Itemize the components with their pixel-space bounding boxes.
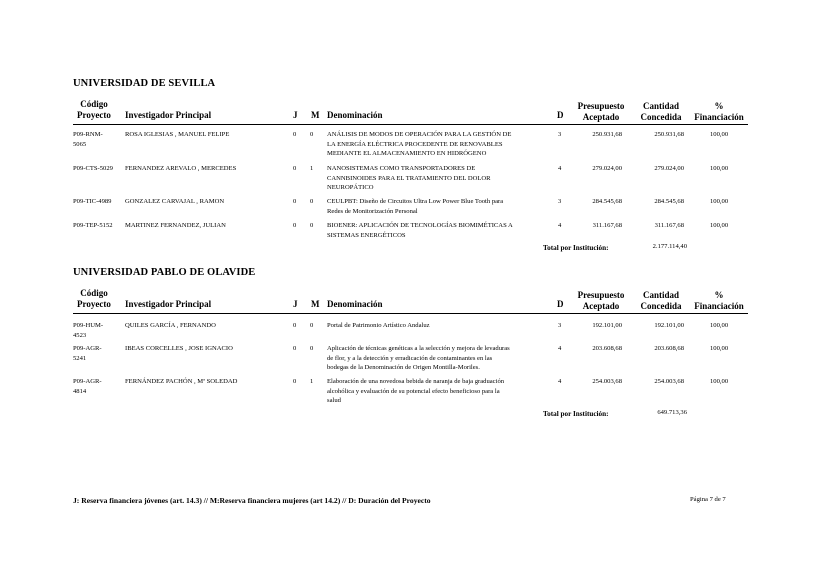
- investigator: FERNANDEZ AREVALO , MERCEDES: [125, 165, 237, 172]
- project-code: P09-TEP-5152: [73, 222, 113, 229]
- header-pct: %: [714, 101, 724, 111]
- project-title: BIOENER: APLICACIÓN DE TECNOLOGÍAS BIOMIMÉTICAS A SISTEMAS ENERGÉTICOS: [327, 222, 513, 239]
- header-m: M: [311, 110, 320, 120]
- total-value: 2.177.114,40: [652, 243, 687, 250]
- duration: 4: [558, 345, 562, 352]
- header-denominacion: Denominación: [327, 110, 383, 120]
- header-proyecto: Proyecto: [77, 110, 111, 120]
- project-code: P09-HUM- 4523: [73, 322, 104, 339]
- header-codigo: Código: [80, 288, 108, 298]
- granted: 192.101,00: [654, 322, 684, 329]
- project-code: P09-AGR- 4814: [73, 378, 102, 395]
- flag-m: 1: [310, 165, 314, 172]
- header-financiacion: Financiación: [694, 112, 744, 122]
- header-proyecto: Proyecto: [77, 299, 111, 309]
- budget: 192.101,00: [592, 322, 622, 329]
- header-concedida: Concedida: [640, 112, 682, 122]
- financing-pct: 100,00: [710, 378, 729, 385]
- page-number: Página 7 de 7: [690, 496, 726, 503]
- budget: 254.003,68: [592, 378, 622, 385]
- header-concedida: Concedida: [640, 301, 682, 311]
- total-label: Total por Institución:: [543, 244, 609, 252]
- project-code: P09-CTS-5029: [73, 165, 113, 172]
- header-presupuesto: Presupuesto: [577, 290, 625, 300]
- duration: 4: [558, 222, 562, 229]
- investigator: IBEAS CORCELLES , JOSE IGNACIO: [125, 345, 233, 352]
- financing-pct: 100,00: [710, 345, 729, 352]
- budget: 203.608,68: [592, 345, 622, 352]
- project-title: Aplicación de técnicas genéticas a la selección y mejora de levaduras de flor, y a la detección y erradicación de contaminantes en las bodegas de la Denominación de Origen Montilla-Moriles.: [327, 345, 510, 372]
- project-code: P09-AGR- 5241: [73, 345, 102, 362]
- flag-j: 0: [293, 198, 297, 205]
- investigator: ROSA IGLESIAS , MANUEL FELIPE: [125, 131, 230, 138]
- granted: 250.931,68: [654, 131, 684, 138]
- flag-j: 0: [293, 345, 297, 352]
- header-denominacion: Denominación: [327, 299, 383, 309]
- flag-j: 0: [293, 165, 297, 172]
- header-aceptado: Aceptado: [582, 112, 620, 122]
- header-j: J: [293, 299, 298, 309]
- header-investigador: Investigador Principal: [125, 299, 212, 309]
- project-title: CEULPBT: Diseño de Circuitos Ultra Low Power Blue Tooth para Redes de Monitorización Personal: [327, 198, 504, 215]
- financing-pct: 100,00: [710, 222, 729, 229]
- investigator: MARTINEZ FERNANDEZ, JULIAN: [125, 222, 226, 229]
- flag-m: 0: [310, 131, 314, 138]
- flag-m: 0: [310, 345, 314, 352]
- duration: 4: [558, 378, 562, 385]
- flag-m: 0: [310, 222, 314, 229]
- header-rule: [73, 313, 748, 314]
- header-pct: %: [714, 290, 724, 300]
- flag-j: 0: [293, 131, 297, 138]
- investigator: QUILES GARCÍA , FERNANDO: [125, 322, 216, 329]
- financing-pct: 100,00: [710, 198, 729, 205]
- financing-pct: 100,00: [710, 322, 729, 329]
- budget: 250.931,68: [592, 131, 622, 138]
- header-financiacion: Financiación: [694, 301, 744, 311]
- project-title: Elaboración de una novedosa bebida de naranja de baja graduación alcohólica y evaluación de su potencial efecto beneficioso para la salud: [327, 378, 505, 405]
- project-title: Portal de Patrimonio Artístico Andaluz: [327, 322, 430, 329]
- header-aceptado: Aceptado: [582, 301, 620, 311]
- header-d: D: [557, 110, 564, 120]
- flag-m: 1: [310, 378, 314, 385]
- budget: 311.167,68: [592, 222, 622, 229]
- duration: 3: [558, 131, 562, 138]
- footer-legend: J: Reserva financiera jóvenes (art. 14.3) // M:Reserva financiera mujeres (art 14.2) // D: Duración del Proyecto: [73, 496, 431, 505]
- granted: 279.024,00: [654, 165, 684, 172]
- header-d: D: [557, 299, 564, 309]
- section-title: UNIVERSIDAD DE SEVILLA: [73, 78, 216, 89]
- project-title: ANÁLISIS DE MODOS DE OPERACIÓN PARA LA GESTIÓN DE LA ENERGÍA ELÉCTRICA PROCEDENTE DE RENOVABLES MEDIANTE EL ALMACENAMIENTO EN HIDRÓGENO: [327, 131, 512, 158]
- total-label: Total por Institución:: [543, 410, 609, 418]
- financing-pct: 100,00: [710, 165, 729, 172]
- header-cantidad: Cantidad: [642, 290, 679, 300]
- header-codigo: Código: [80, 99, 108, 109]
- header-j: J: [293, 110, 298, 120]
- flag-m: 0: [310, 198, 314, 205]
- header-m: M: [311, 299, 320, 309]
- duration: 4: [558, 165, 562, 172]
- header-investigador: Investigador Principal: [125, 110, 212, 120]
- header-rule: [73, 124, 748, 125]
- header-cantidad: Cantidad: [642, 101, 679, 111]
- flag-m: 0: [310, 322, 314, 329]
- project-code: P09-TIC-4989: [73, 198, 112, 205]
- project-title: NANOSISTEMAS COMO TRANSPORTADORES DE CANNBINOIDES PARA EL TRATAMIENTO DEL DOLOR NEUROPÁTICO: [327, 165, 491, 192]
- flag-j: 0: [293, 222, 297, 229]
- granted: 254.003,68: [654, 378, 684, 385]
- financing-pct: 100,00: [710, 131, 729, 138]
- flag-j: 0: [293, 322, 297, 329]
- granted: 284.545,68: [654, 198, 684, 205]
- investigator: FERNÁNDEZ PACHÓN , Mª SOLEDAD: [125, 378, 238, 385]
- investigator: GONZALEZ CARVAJAL , RAMON: [125, 198, 225, 205]
- header-presupuesto: Presupuesto: [577, 101, 625, 111]
- total-value: 649.713,36: [657, 409, 687, 416]
- duration: 3: [558, 198, 562, 205]
- granted: 311.167,68: [654, 222, 684, 229]
- duration: 3: [558, 322, 562, 329]
- project-code: P09-RNM- 5065: [73, 131, 103, 148]
- budget: 279.024,00: [592, 165, 622, 172]
- granted: 203.608,68: [654, 345, 684, 352]
- budget: 284.545,68: [592, 198, 622, 205]
- flag-j: 0: [293, 378, 297, 385]
- section-title: UNIVERSIDAD PABLO DE OLAVIDE: [73, 267, 256, 278]
